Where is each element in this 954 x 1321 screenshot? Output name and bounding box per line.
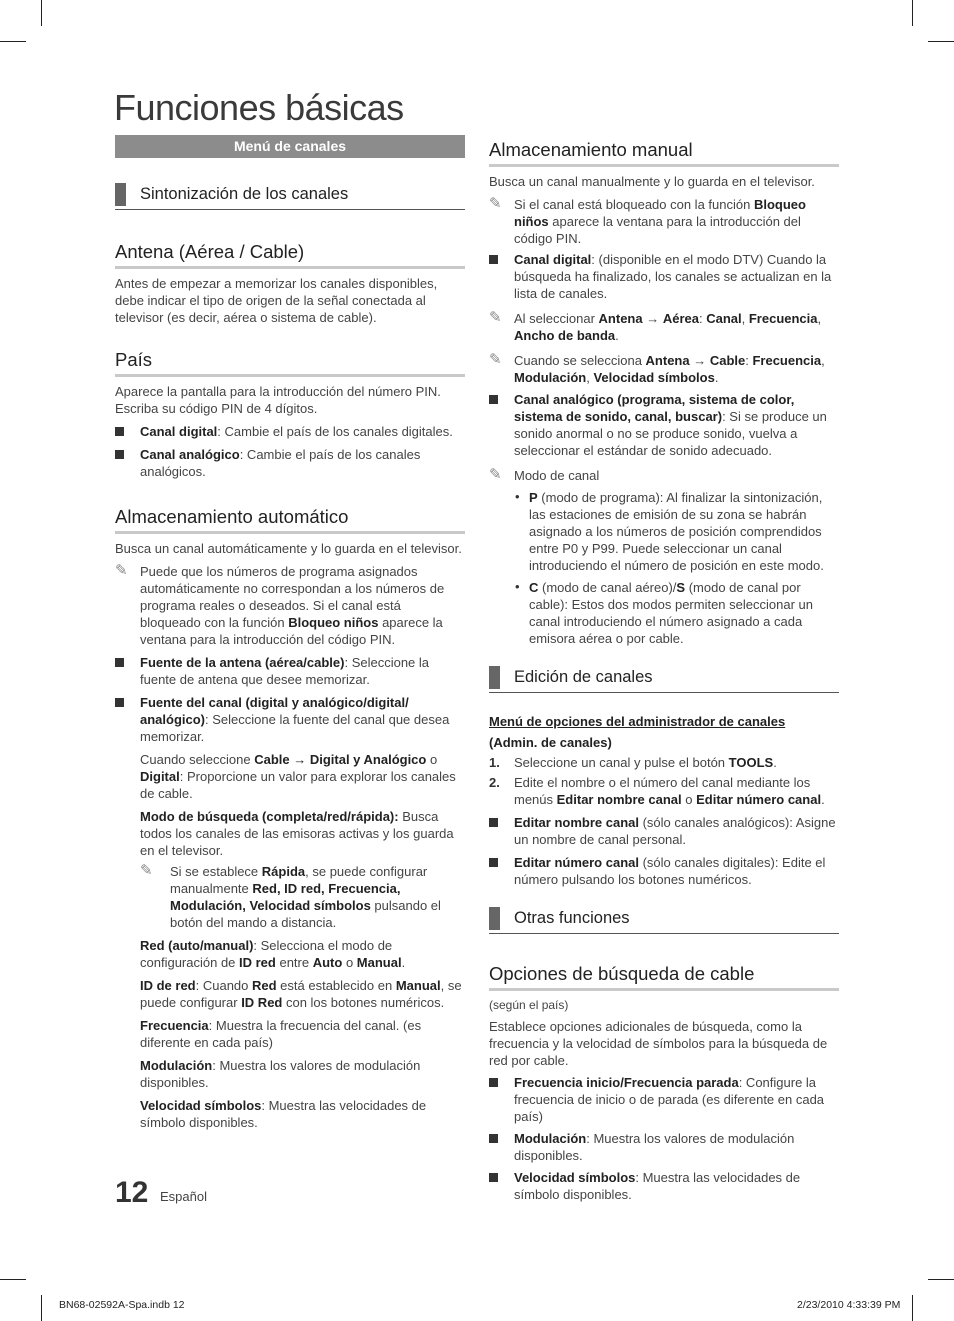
indented-text: Cuando seleccione Cable → Digital y Analógico o Digital: Proporcione un valor para explorar los canales de cable. xyxy=(140,752,456,801)
heading-cable: Opciones de búsqueda de cable xyxy=(489,962,839,991)
sub-heading-edicion: Edición de canales xyxy=(489,666,839,693)
cable-note: (según el país) xyxy=(489,998,569,1012)
pencil-icon: ✎ xyxy=(489,195,502,212)
admin-menu-title: Menú de opciones del administrador de canales xyxy=(489,714,786,729)
list-item: Canal digital: Cambie el país de los canales digitales. xyxy=(115,423,465,440)
list-item: • C (modo de canal aéreo)/S (modo de canal por cable): Estos dos modos permiten seleccionar un canal introduciendo el número asignado a cada emisora aérea o por cable. xyxy=(515,579,813,646)
square-bullet-icon xyxy=(489,818,498,827)
file-info: BN68-02592A-Spa.indb 12 xyxy=(59,1299,185,1311)
note: ✎ Si el canal está bloqueado con la función Bloqueo niños aparece la ventana para la introducción del código PIN. xyxy=(489,195,806,246)
heading-auto: Almacenamiento automático xyxy=(115,505,465,534)
indented-text: Red (auto/manual): Selecciona el modo de configuración de ID red entre Auto o Manual. xyxy=(140,938,406,970)
right-column xyxy=(489,138,839,1203)
heading-pais: País xyxy=(115,348,465,377)
indented-text: ID de red: Cuando Red está establecido en Manual, se puede configurar ID Red con los botones numéricos. xyxy=(140,978,462,1010)
pencil-icon: ✎ xyxy=(489,309,502,326)
pais-text: Aparece la pantalla para la introducción del número PIN. Escriba su código PIN de 4 dígitos. xyxy=(115,384,441,416)
crop-mark xyxy=(0,41,26,42)
list-item: Canal analógico (programa, sistema de color, sistema de sonido, canal, buscar): Si se produce un sonido anormal o no se produce sonido, vuelva a seleccionar el estándar de sonido adecuado. xyxy=(489,391,839,459)
crop-mark xyxy=(41,1295,42,1321)
list-item: • P (modo de programa): Al finalizar la sintonización, las estaciones de emisión de su zona se habrán asignado a los números de posición comprendidos entre P0 y P99. Puede seleccionar un canal introduciendo el número de posición en este modo. xyxy=(515,489,824,573)
step-item: 2. Edite el nombre o el número del canal mediante los menús Editar nombre canal o Editar número canal. xyxy=(489,775,825,807)
pencil-icon: ✎ xyxy=(489,351,502,368)
square-bullet-icon xyxy=(115,658,124,667)
square-bullet-icon xyxy=(489,395,498,404)
square-bullet-icon xyxy=(489,1078,498,1087)
dot-bullet-icon: • xyxy=(515,489,520,504)
pencil-icon: ✎ xyxy=(140,862,153,879)
heading-marker xyxy=(115,183,126,206)
list-item: Canal digital: (disponible en el modo DTV) Cuando la búsqueda ha finalizado, los canales se actualizan en la lista de canales. xyxy=(489,251,839,302)
list-item: Canal analógico: Cambie el país de los canales analógicos. xyxy=(115,446,465,480)
square-bullet-icon xyxy=(489,255,498,264)
indented-text: Velocidad símbolos: Muestra las velocidades de símbolo disponibles. xyxy=(140,1098,427,1130)
heading-antena: Antena (Aérea / Cable) xyxy=(115,240,465,269)
heading-marker xyxy=(489,666,500,689)
indented-text: Frecuencia: Muestra la frecuencia del canal. (es diferente en cada país) xyxy=(140,1018,422,1050)
square-bullet-icon xyxy=(115,698,124,707)
pencil-icon: ✎ xyxy=(489,466,502,483)
list-item: Fuente del canal (digital y analógico/digital/ analógico): Seleccione la fuente del canal que desea memorizar. xyxy=(115,694,465,745)
crop-mark xyxy=(0,1279,26,1280)
indented-text: Modo de búsqueda (completa/red/rápida): Busca todos los canales de las emisoras activas y los guarda en el televisor. xyxy=(140,809,454,858)
step-item: 1. Seleccione un canal y pulse el botón TOOLS. xyxy=(489,755,777,770)
note: ✎ Al seleccionar Antena → Aérea: Canal, Frecuencia, Ancho de banda. xyxy=(489,309,822,343)
note: ✎ Puede que los números de programa asignados automáticamente no correspondan a los números de programa reales o deseados. Si el canal está bloqueado con la función Bloqueo niños aparece la ventana para la introducción del código PIN. xyxy=(115,562,445,647)
square-bullet-icon xyxy=(489,1173,498,1182)
crop-mark xyxy=(928,41,954,42)
crop-mark xyxy=(41,0,42,26)
left-column xyxy=(115,135,465,1131)
dot-bullet-icon: • xyxy=(515,579,520,594)
auto-intro: Busca un canal automáticamente y lo guarda en el televisor. xyxy=(115,541,462,556)
menu-bar: Menú de canales xyxy=(115,135,465,158)
date-info: 2/23/2010 4:33:39 PM xyxy=(797,1299,901,1311)
note: ✎ Si se establece Rápida, se puede configurar manualmente Red, ID red, Frecuencia, Modulación, Velocidad símbolos pulsando el botón del mando a distancia. xyxy=(140,862,441,930)
note: ✎ Modo de canal xyxy=(489,466,600,483)
square-bullet-icon xyxy=(489,1134,498,1143)
crop-mark xyxy=(912,0,913,26)
antena-text: Antes de empezar a memorizar los canales disponibles, debe indicar el tipo de origen de la señal conectada al televisor (es decir, aérea o sistema de cable). xyxy=(115,276,438,325)
manual-intro: Busca un canal manualmente y lo guarda en el televisor. xyxy=(489,174,815,189)
pencil-icon: ✎ xyxy=(115,562,128,579)
indented-text: Modulación: Muestra los valores de modulación disponibles. xyxy=(140,1058,421,1090)
square-bullet-icon xyxy=(115,427,124,436)
square-bullet-icon xyxy=(115,450,124,459)
list-item: Editar nombre canal (sólo canales analógicos): Asigne un nombre de canal personal. xyxy=(489,814,839,848)
page-title: Funciones básicas xyxy=(114,87,404,128)
sub-heading-sintonizacion: Sintonización de los canales xyxy=(115,183,465,210)
list-item: Modulación: Muestra los valores de modulación disponibles. xyxy=(489,1130,839,1164)
crop-mark xyxy=(928,1279,954,1280)
heading-marker xyxy=(489,907,500,930)
heading-manual: Almacenamiento manual xyxy=(489,138,839,167)
admin-subtitle: (Admin. de canales) xyxy=(489,735,612,750)
page-number: 12 xyxy=(115,1176,149,1209)
cable-intro: Establece opciones adicionales de búsqueda, como la frecuencia y la velocidad de símbolos para la búsqueda de red por cable. xyxy=(489,1019,828,1068)
list-item: Fuente de la antena (aérea/cable): Seleccione la fuente de antena que desee memorizar. xyxy=(115,654,465,688)
list-item: Velocidad símbolos: Muestra las velocidades de símbolo disponibles. xyxy=(489,1169,839,1203)
square-bullet-icon xyxy=(489,858,498,867)
page-language: Español xyxy=(160,1189,207,1204)
note: ✎ Cuando se selecciona Antena → Cable: Frecuencia, Modulación, Velocidad símbolos. xyxy=(489,351,825,385)
list-item: Frecuencia inicio/Frecuencia parada: Configure la frecuencia de inicio o de parada (es diferente en cada país) xyxy=(489,1074,839,1125)
sub-heading-otras: Otras funciones xyxy=(489,907,839,934)
crop-mark xyxy=(912,1295,913,1321)
list-item: Editar número canal (sólo canales digitales): Edite el número pulsando los botones numéricos. xyxy=(489,854,839,888)
